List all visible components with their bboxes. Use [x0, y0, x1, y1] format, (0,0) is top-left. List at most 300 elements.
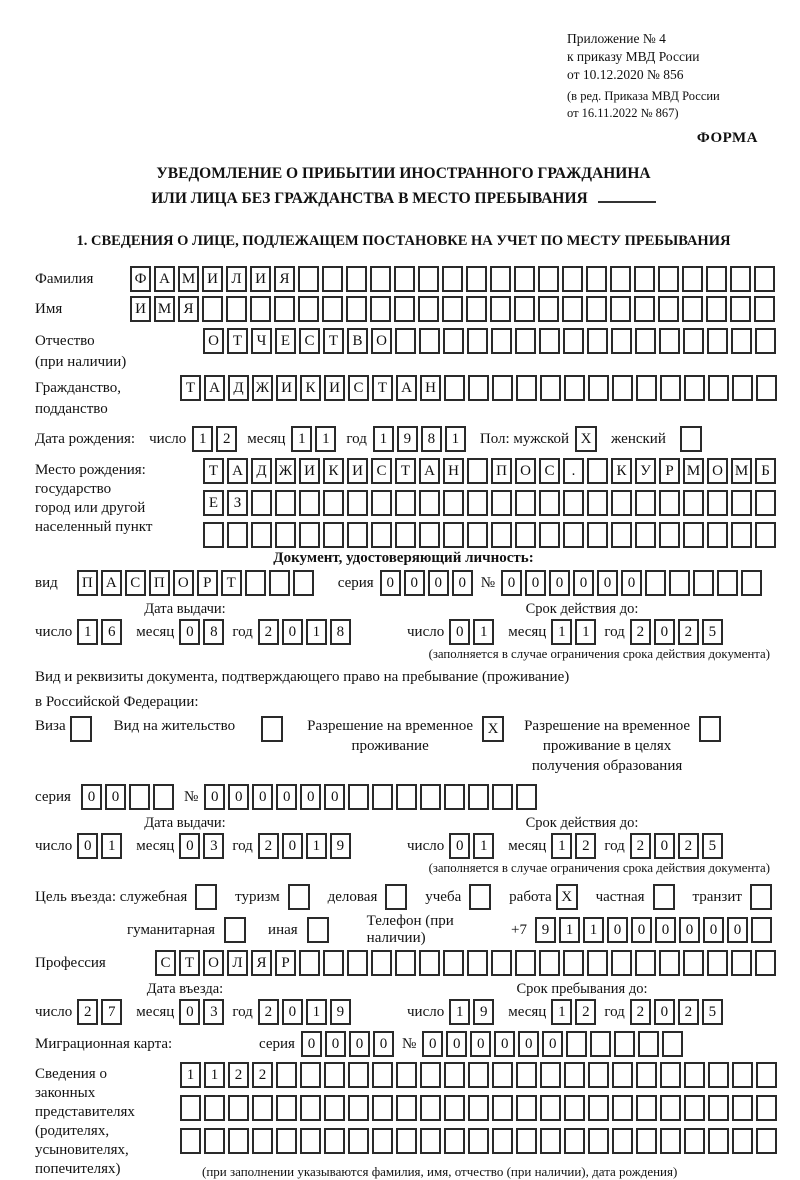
- char-cell[interactable]: [269, 570, 290, 596]
- char-cell[interactable]: [491, 950, 512, 976]
- char-cell[interactable]: [731, 490, 752, 516]
- char-cell[interactable]: [706, 266, 727, 292]
- char-cell[interactable]: [372, 784, 393, 810]
- char-cell[interactable]: [153, 784, 174, 810]
- char-cell[interactable]: 0: [282, 619, 303, 645]
- char-cell[interactable]: [660, 1062, 681, 1088]
- char-cell[interactable]: [669, 570, 690, 596]
- char-cell[interactable]: 1: [192, 426, 213, 452]
- char-cell[interactable]: Р: [659, 458, 680, 484]
- char-cell[interactable]: [566, 1031, 587, 1057]
- purpose-transit-checkbox[interactable]: [750, 884, 772, 910]
- char-cell[interactable]: 6: [101, 619, 122, 645]
- char-cell[interactable]: [468, 1095, 489, 1121]
- char-cell[interactable]: 0: [373, 1031, 394, 1057]
- purpose-private-checkbox[interactable]: [653, 884, 675, 910]
- char-cell[interactable]: [300, 1095, 321, 1121]
- char-cell[interactable]: Т: [203, 458, 224, 484]
- char-cell[interactable]: [564, 1095, 585, 1121]
- char-cell[interactable]: 0: [301, 1031, 322, 1057]
- char-cell[interactable]: 0: [404, 570, 425, 596]
- char-cell[interactable]: [394, 266, 415, 292]
- char-cell[interactable]: 1: [204, 1062, 225, 1088]
- char-cell[interactable]: 0: [470, 1031, 491, 1057]
- char-cell[interactable]: [443, 950, 464, 976]
- char-cell[interactable]: [347, 950, 368, 976]
- char-cell[interactable]: [348, 1095, 369, 1121]
- char-cell[interactable]: В: [347, 328, 368, 354]
- temp-permit-checkbox[interactable]: X: [482, 716, 504, 742]
- char-cell[interactable]: 0: [282, 999, 303, 1025]
- char-cell[interactable]: [300, 1062, 321, 1088]
- char-cell[interactable]: 2: [575, 833, 596, 859]
- char-cell[interactable]: [370, 266, 391, 292]
- char-cell[interactable]: [564, 1062, 585, 1088]
- char-cell[interactable]: [611, 490, 632, 516]
- char-cell[interactable]: 0: [325, 1031, 346, 1057]
- char-cell[interactable]: [420, 784, 441, 810]
- char-cell[interactable]: [372, 1095, 393, 1121]
- char-cell[interactable]: 1: [306, 999, 327, 1025]
- char-cell[interactable]: [658, 266, 679, 292]
- char-cell[interactable]: [612, 1128, 633, 1154]
- char-cell[interactable]: [636, 375, 657, 401]
- char-cell[interactable]: [348, 1128, 369, 1154]
- char-cell[interactable]: [418, 266, 439, 292]
- char-cell[interactable]: [611, 328, 632, 354]
- sex-male-checkbox[interactable]: X: [575, 426, 597, 452]
- char-cell[interactable]: [660, 375, 681, 401]
- char-cell[interactable]: [683, 328, 704, 354]
- char-cell[interactable]: [707, 328, 728, 354]
- char-cell[interactable]: 2: [258, 999, 279, 1025]
- char-cell[interactable]: Т: [179, 950, 200, 976]
- char-cell[interactable]: [444, 1128, 465, 1154]
- char-cell[interactable]: [754, 266, 775, 292]
- char-cell[interactable]: [516, 1128, 537, 1154]
- char-cell[interactable]: 1: [180, 1062, 201, 1088]
- char-cell[interactable]: [684, 1062, 705, 1088]
- char-cell[interactable]: [732, 1128, 753, 1154]
- char-cell[interactable]: [395, 522, 416, 548]
- char-cell[interactable]: [540, 1095, 561, 1121]
- char-cell[interactable]: [755, 328, 776, 354]
- char-cell[interactable]: 1: [559, 917, 580, 943]
- char-cell[interactable]: У: [635, 458, 656, 484]
- char-cell[interactable]: [467, 950, 488, 976]
- char-cell[interactable]: [227, 522, 248, 548]
- char-cell[interactable]: [708, 1128, 729, 1154]
- char-cell[interactable]: С: [539, 458, 560, 484]
- char-cell[interactable]: [588, 1128, 609, 1154]
- char-cell[interactable]: [442, 296, 463, 322]
- char-cell[interactable]: Ч: [251, 328, 272, 354]
- char-cell[interactable]: [707, 522, 728, 548]
- char-cell[interactable]: [562, 266, 583, 292]
- char-cell[interactable]: [298, 296, 319, 322]
- char-cell[interactable]: 1: [101, 833, 122, 859]
- char-cell[interactable]: [662, 1031, 683, 1057]
- char-cell[interactable]: П: [491, 458, 512, 484]
- char-cell[interactable]: [539, 328, 560, 354]
- char-cell[interactable]: 0: [179, 833, 200, 859]
- char-cell[interactable]: [324, 1062, 345, 1088]
- char-cell[interactable]: [370, 296, 391, 322]
- char-cell[interactable]: [129, 784, 150, 810]
- char-cell[interactable]: [443, 490, 464, 516]
- char-cell[interactable]: [442, 266, 463, 292]
- char-cell[interactable]: [299, 490, 320, 516]
- char-cell[interactable]: 9: [330, 833, 351, 859]
- char-cell[interactable]: 2: [575, 999, 596, 1025]
- char-cell[interactable]: [708, 375, 729, 401]
- char-cell[interactable]: И: [276, 375, 297, 401]
- char-cell[interactable]: 0: [282, 833, 303, 859]
- char-cell[interactable]: 2: [216, 426, 237, 452]
- char-cell[interactable]: Я: [178, 296, 199, 322]
- char-cell[interactable]: [252, 1095, 273, 1121]
- char-cell[interactable]: [587, 490, 608, 516]
- char-cell[interactable]: [563, 328, 584, 354]
- char-cell[interactable]: [322, 266, 343, 292]
- char-cell[interactable]: 2: [630, 999, 651, 1025]
- char-cell[interactable]: 8: [330, 619, 351, 645]
- char-cell[interactable]: 0: [276, 784, 297, 810]
- char-cell[interactable]: 0: [607, 917, 628, 943]
- char-cell[interactable]: [706, 296, 727, 322]
- char-cell[interactable]: [468, 1062, 489, 1088]
- char-cell[interactable]: [276, 1095, 297, 1121]
- char-cell[interactable]: 8: [203, 619, 224, 645]
- char-cell[interactable]: [419, 490, 440, 516]
- char-cell[interactable]: Я: [251, 950, 272, 976]
- char-cell[interactable]: [274, 296, 295, 322]
- char-cell[interactable]: [684, 375, 705, 401]
- char-cell[interactable]: [586, 296, 607, 322]
- char-cell[interactable]: [732, 375, 753, 401]
- char-cell[interactable]: [636, 1128, 657, 1154]
- char-cell[interactable]: 2: [77, 999, 98, 1025]
- char-cell[interactable]: 2: [252, 1062, 273, 1088]
- char-cell[interactable]: К: [300, 375, 321, 401]
- char-cell[interactable]: [466, 266, 487, 292]
- char-cell[interactable]: 0: [422, 1031, 443, 1057]
- char-cell[interactable]: [645, 570, 666, 596]
- char-cell[interactable]: [490, 266, 511, 292]
- char-cell[interactable]: Ж: [275, 458, 296, 484]
- char-cell[interactable]: Л: [226, 266, 247, 292]
- char-cell[interactable]: [587, 458, 608, 484]
- char-cell[interactable]: [683, 522, 704, 548]
- char-cell[interactable]: [514, 296, 535, 322]
- char-cell[interactable]: 0: [518, 1031, 539, 1057]
- char-cell[interactable]: [539, 950, 560, 976]
- char-cell[interactable]: Ф: [130, 266, 151, 292]
- char-cell[interactable]: [347, 522, 368, 548]
- char-cell[interactable]: [564, 1128, 585, 1154]
- char-cell[interactable]: Д: [251, 458, 272, 484]
- char-cell[interactable]: [444, 1062, 465, 1088]
- char-cell[interactable]: [587, 328, 608, 354]
- char-cell[interactable]: 9: [397, 426, 418, 452]
- char-cell[interactable]: [610, 266, 631, 292]
- purpose-humanitarian-checkbox[interactable]: [224, 917, 246, 943]
- char-cell[interactable]: [516, 1062, 537, 1088]
- char-cell[interactable]: [539, 490, 560, 516]
- char-cell[interactable]: О: [173, 570, 194, 596]
- char-cell[interactable]: [539, 522, 560, 548]
- char-cell[interactable]: [635, 950, 656, 976]
- char-cell[interactable]: [588, 375, 609, 401]
- char-cell[interactable]: [443, 522, 464, 548]
- char-cell[interactable]: 0: [179, 999, 200, 1025]
- char-cell[interactable]: [538, 266, 559, 292]
- residence-permit-checkbox[interactable]: [261, 716, 283, 742]
- char-cell[interactable]: [587, 522, 608, 548]
- char-cell[interactable]: [730, 266, 751, 292]
- char-cell[interactable]: 0: [597, 570, 618, 596]
- char-cell[interactable]: [300, 1128, 321, 1154]
- char-cell[interactable]: [634, 296, 655, 322]
- char-cell[interactable]: Е: [275, 328, 296, 354]
- char-cell[interactable]: [324, 1128, 345, 1154]
- char-cell[interactable]: [731, 522, 752, 548]
- char-cell[interactable]: 0: [703, 917, 724, 943]
- char-cell[interactable]: 0: [77, 833, 98, 859]
- char-cell[interactable]: [468, 375, 489, 401]
- char-cell[interactable]: [756, 1128, 777, 1154]
- char-cell[interactable]: [245, 570, 266, 596]
- char-cell[interactable]: 5: [702, 999, 723, 1025]
- char-cell[interactable]: 0: [655, 917, 676, 943]
- char-cell[interactable]: [396, 784, 417, 810]
- char-cell[interactable]: [443, 328, 464, 354]
- char-cell[interactable]: 0: [654, 999, 675, 1025]
- char-cell[interactable]: [275, 490, 296, 516]
- char-cell[interactable]: 0: [654, 619, 675, 645]
- char-cell[interactable]: [708, 1062, 729, 1088]
- char-cell[interactable]: [228, 1128, 249, 1154]
- char-cell[interactable]: 0: [727, 917, 748, 943]
- char-cell[interactable]: [708, 1095, 729, 1121]
- char-cell[interactable]: [348, 784, 369, 810]
- char-cell[interactable]: [684, 1095, 705, 1121]
- char-cell[interactable]: 0: [525, 570, 546, 596]
- char-cell[interactable]: О: [707, 458, 728, 484]
- char-cell[interactable]: 0: [349, 1031, 370, 1057]
- char-cell[interactable]: М: [154, 296, 175, 322]
- char-cell[interactable]: 1: [315, 426, 336, 452]
- char-cell[interactable]: 1: [473, 619, 494, 645]
- char-cell[interactable]: С: [125, 570, 146, 596]
- char-cell[interactable]: Т: [180, 375, 201, 401]
- char-cell[interactable]: 2: [228, 1062, 249, 1088]
- char-cell[interactable]: И: [202, 266, 223, 292]
- char-cell[interactable]: [659, 328, 680, 354]
- char-cell[interactable]: З: [227, 490, 248, 516]
- char-cell[interactable]: 0: [380, 570, 401, 596]
- char-cell[interactable]: [323, 950, 344, 976]
- char-cell[interactable]: [660, 1095, 681, 1121]
- char-cell[interactable]: О: [203, 328, 224, 354]
- char-cell[interactable]: [515, 950, 536, 976]
- char-cell[interactable]: А: [396, 375, 417, 401]
- char-cell[interactable]: М: [178, 266, 199, 292]
- char-cell[interactable]: [611, 950, 632, 976]
- char-cell[interactable]: 1: [583, 917, 604, 943]
- char-cell[interactable]: 0: [179, 619, 200, 645]
- char-cell[interactable]: 0: [446, 1031, 467, 1057]
- char-cell[interactable]: 2: [630, 619, 651, 645]
- char-cell[interactable]: .: [563, 458, 584, 484]
- purpose-business-checkbox[interactable]: [385, 884, 407, 910]
- char-cell[interactable]: 0: [324, 784, 345, 810]
- char-cell[interactable]: [395, 950, 416, 976]
- char-cell[interactable]: 7: [101, 999, 122, 1025]
- char-cell[interactable]: 0: [631, 917, 652, 943]
- char-cell[interactable]: [741, 570, 762, 596]
- char-cell[interactable]: [516, 375, 537, 401]
- char-cell[interactable]: [751, 917, 772, 943]
- char-cell[interactable]: 5: [702, 619, 723, 645]
- char-cell[interactable]: 0: [654, 833, 675, 859]
- char-cell[interactable]: 1: [551, 619, 572, 645]
- char-cell[interactable]: [348, 1062, 369, 1088]
- char-cell[interactable]: [466, 296, 487, 322]
- char-cell[interactable]: [395, 328, 416, 354]
- char-cell[interactable]: 1: [575, 619, 596, 645]
- char-cell[interactable]: [659, 490, 680, 516]
- char-cell[interactable]: 2: [678, 999, 699, 1025]
- char-cell[interactable]: [635, 328, 656, 354]
- char-cell[interactable]: [515, 490, 536, 516]
- char-cell[interactable]: Б: [755, 458, 776, 484]
- char-cell[interactable]: А: [204, 375, 225, 401]
- char-cell[interactable]: [228, 1095, 249, 1121]
- char-cell[interactable]: Л: [227, 950, 248, 976]
- char-cell[interactable]: К: [323, 458, 344, 484]
- char-cell[interactable]: [204, 1128, 225, 1154]
- char-cell[interactable]: О: [515, 458, 536, 484]
- char-cell[interactable]: [419, 522, 440, 548]
- char-cell[interactable]: Т: [221, 570, 242, 596]
- char-cell[interactable]: [226, 296, 247, 322]
- char-cell[interactable]: [180, 1128, 201, 1154]
- char-cell[interactable]: Р: [275, 950, 296, 976]
- char-cell[interactable]: 1: [551, 833, 572, 859]
- char-cell[interactable]: [588, 1095, 609, 1121]
- char-cell[interactable]: 0: [573, 570, 594, 596]
- char-cell[interactable]: 1: [306, 833, 327, 859]
- char-cell[interactable]: 1: [449, 999, 470, 1025]
- char-cell[interactable]: [516, 1095, 537, 1121]
- char-cell[interactable]: Д: [228, 375, 249, 401]
- char-cell[interactable]: 0: [449, 619, 470, 645]
- char-cell[interactable]: 0: [621, 570, 642, 596]
- char-cell[interactable]: 0: [228, 784, 249, 810]
- char-cell[interactable]: 2: [258, 833, 279, 859]
- char-cell[interactable]: [347, 490, 368, 516]
- char-cell[interactable]: [467, 490, 488, 516]
- char-cell[interactable]: Т: [395, 458, 416, 484]
- char-cell[interactable]: [420, 1128, 441, 1154]
- char-cell[interactable]: [251, 522, 272, 548]
- char-cell[interactable]: [371, 950, 392, 976]
- char-cell[interactable]: [638, 1031, 659, 1057]
- char-cell[interactable]: [371, 522, 392, 548]
- char-cell[interactable]: [514, 266, 535, 292]
- char-cell[interactable]: [491, 328, 512, 354]
- char-cell[interactable]: [420, 1062, 441, 1088]
- char-cell[interactable]: [444, 375, 465, 401]
- char-cell[interactable]: 0: [81, 784, 102, 810]
- char-cell[interactable]: 0: [449, 833, 470, 859]
- char-cell[interactable]: [467, 458, 488, 484]
- char-cell[interactable]: [468, 784, 489, 810]
- char-cell[interactable]: Р: [197, 570, 218, 596]
- char-cell[interactable]: [276, 1128, 297, 1154]
- char-cell[interactable]: [251, 490, 272, 516]
- char-cell[interactable]: [419, 950, 440, 976]
- char-cell[interactable]: [754, 296, 775, 322]
- char-cell[interactable]: [755, 522, 776, 548]
- char-cell[interactable]: [612, 375, 633, 401]
- char-cell[interactable]: 8: [421, 426, 442, 452]
- char-cell[interactable]: [634, 266, 655, 292]
- char-cell[interactable]: [682, 266, 703, 292]
- char-cell[interactable]: 2: [678, 619, 699, 645]
- char-cell[interactable]: [420, 1095, 441, 1121]
- char-cell[interactable]: [346, 266, 367, 292]
- char-cell[interactable]: С: [299, 328, 320, 354]
- char-cell[interactable]: [372, 1128, 393, 1154]
- char-cell[interactable]: [323, 522, 344, 548]
- char-cell[interactable]: [203, 522, 224, 548]
- char-cell[interactable]: [563, 490, 584, 516]
- char-cell[interactable]: [587, 950, 608, 976]
- char-cell[interactable]: 9: [330, 999, 351, 1025]
- char-cell[interactable]: Н: [420, 375, 441, 401]
- char-cell[interactable]: [322, 296, 343, 322]
- char-cell[interactable]: [563, 522, 584, 548]
- char-cell[interactable]: [540, 375, 561, 401]
- char-cell[interactable]: [731, 950, 752, 976]
- char-cell[interactable]: [293, 570, 314, 596]
- char-cell[interactable]: [418, 296, 439, 322]
- char-cell[interactable]: [586, 266, 607, 292]
- char-cell[interactable]: 0: [204, 784, 225, 810]
- char-cell[interactable]: [683, 950, 704, 976]
- char-cell[interactable]: 1: [306, 619, 327, 645]
- char-cell[interactable]: [515, 522, 536, 548]
- char-cell[interactable]: [419, 328, 440, 354]
- char-cell[interactable]: [299, 950, 320, 976]
- char-cell[interactable]: [756, 375, 777, 401]
- char-cell[interactable]: [371, 490, 392, 516]
- char-cell[interactable]: [540, 1062, 561, 1088]
- char-cell[interactable]: [635, 522, 656, 548]
- char-cell[interactable]: [614, 1031, 635, 1057]
- char-cell[interactable]: 2: [258, 619, 279, 645]
- char-cell[interactable]: [756, 1095, 777, 1121]
- char-cell[interactable]: Т: [323, 328, 344, 354]
- char-cell[interactable]: [732, 1095, 753, 1121]
- char-cell[interactable]: С: [371, 458, 392, 484]
- char-cell[interactable]: 0: [452, 570, 473, 596]
- purpose-official-checkbox[interactable]: [195, 884, 217, 910]
- purpose-tourism-checkbox[interactable]: [288, 884, 310, 910]
- char-cell[interactable]: А: [227, 458, 248, 484]
